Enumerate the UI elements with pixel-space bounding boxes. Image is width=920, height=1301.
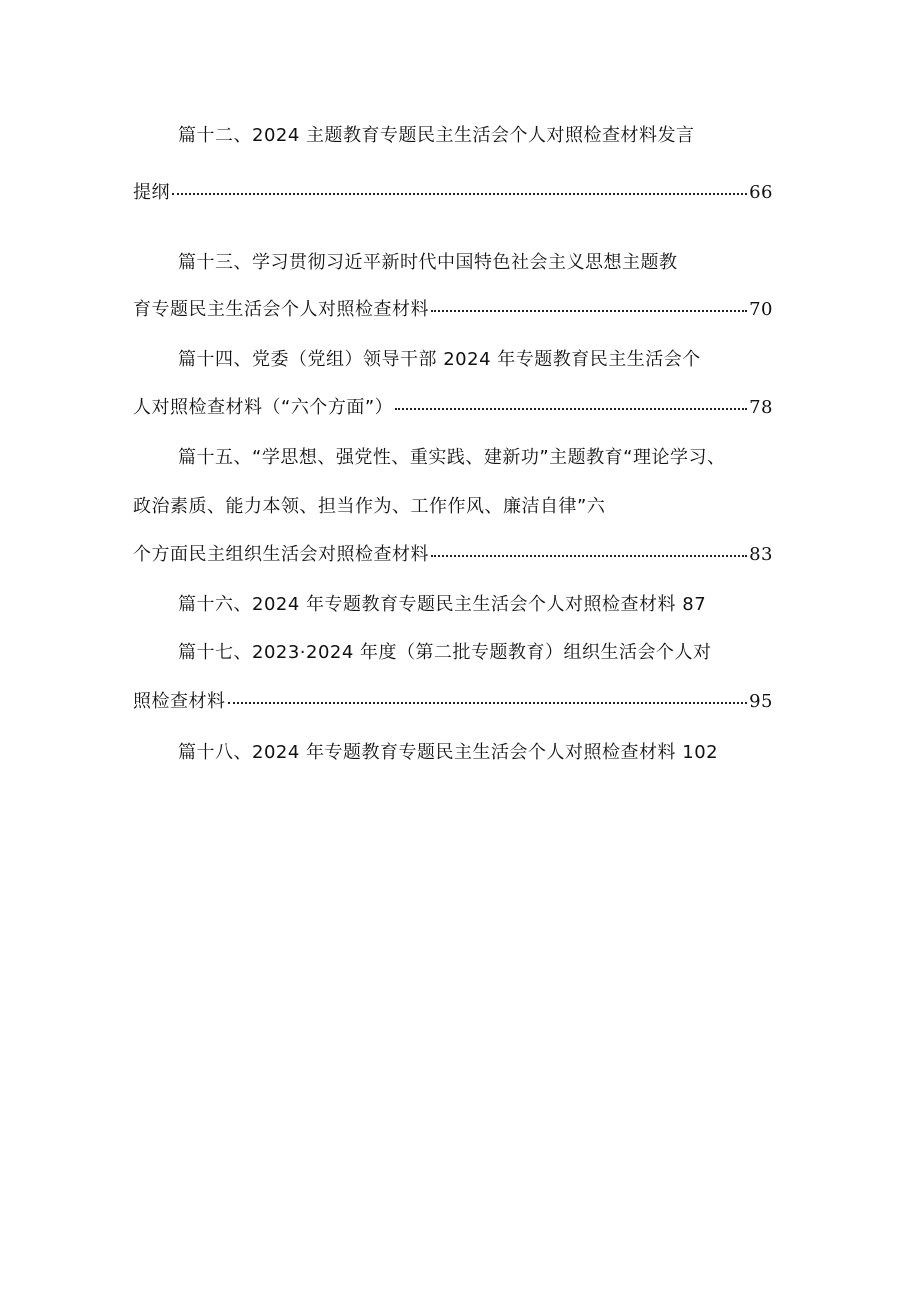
toc-entry-15-leader-line (133, 542, 773, 568)
toc-entry-14-title: 篇十四、党委（党组）领导干部 2024 年专题教育民主生活会个 (178, 349, 701, 370)
toc-entry-14-page-number: 78 (749, 397, 773, 418)
toc-entry-13-title-cont: 育专题民主生活会个人对照检查材料 (133, 299, 429, 320)
dot-leader (431, 553, 747, 557)
toc-entry-17-title-cont: 照检查材料 (133, 691, 226, 712)
dot-leader (228, 700, 748, 704)
dot-leader (431, 308, 747, 312)
dot-leader (395, 406, 747, 410)
toc-entry-14-leader-line (133, 395, 773, 421)
toc-entry-15-title-cont: 政治素质、能力本领、担当作为、工作作风、廉洁自律”六 (133, 496, 606, 517)
dot-leader (172, 191, 747, 195)
toc-entry-12-leader-line (133, 180, 773, 206)
toc-entry-15-title: 篇十五、“学思想、强党性、重实践、建新功”主题教育“理论学习、 (178, 447, 726, 468)
toc-entry-12-title: 篇十二、2024 主题教育专题民主生活会个人对照检查材料发言 (178, 125, 695, 146)
toc-entry-17-page-number: 95 (749, 691, 773, 712)
toc-entry-13-leader-line (133, 297, 773, 323)
toc-entry-15-page-number: 83 (749, 544, 773, 565)
toc-entry-17-title: 篇十七、2023·2024 年度（第二批专题教育）组织生活会个人对 (178, 642, 712, 663)
toc-entry-17-leader-line (133, 689, 773, 715)
toc-entry-13-page-number: 70 (749, 299, 773, 320)
toc-entry-15-title-cont-2: 个方面民主组织生活会对照检查材料 (133, 544, 429, 565)
toc-entry-18-title: 篇十八、2024 年专题教育专题民主生活会个人对照检查材料 102 (178, 742, 719, 763)
toc-entry-12-page-number: 66 (749, 182, 773, 203)
toc-entry-13-title: 篇十三、学习贯彻习近平新时代中国特色社会主义思想主题教 (178, 252, 678, 273)
toc-entry-16-title: 篇十六、2024 年专题教育专题民主生活会个人对照检查材料 87 (178, 594, 707, 615)
toc-entry-14-title-cont: 人对照检查材料（“六个方面”） (133, 397, 394, 418)
toc-entry-12-title-cont: 提纲 (133, 182, 170, 203)
